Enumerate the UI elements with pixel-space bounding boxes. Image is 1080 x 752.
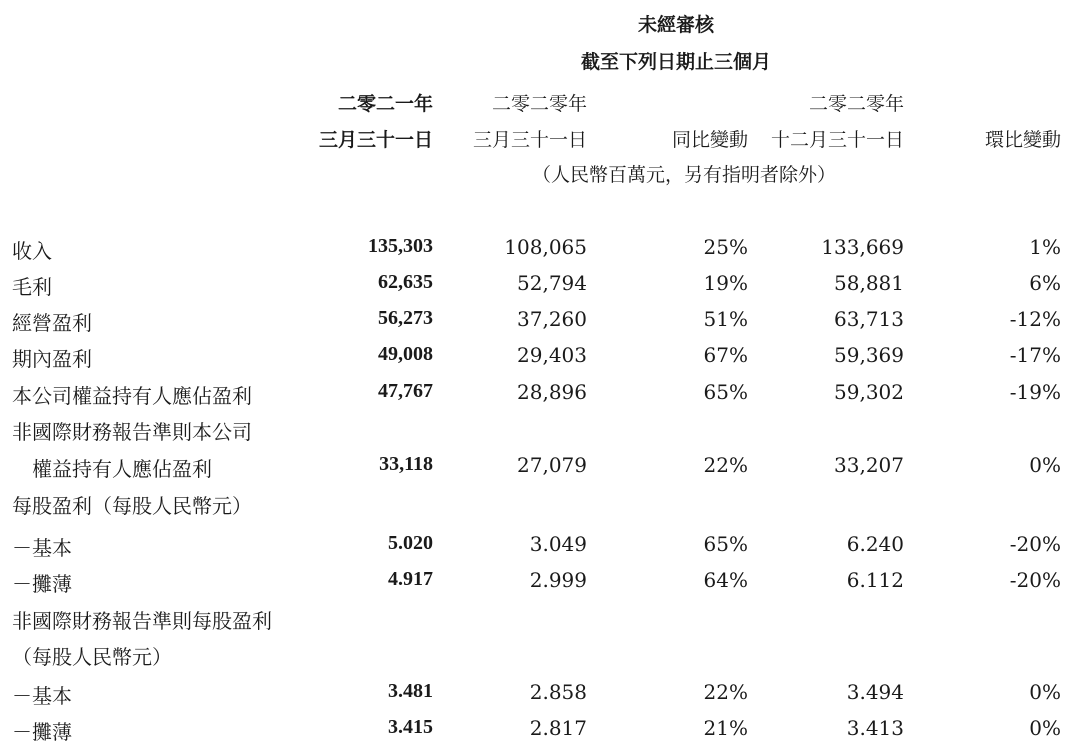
header-unaudited: 未經審核 bbox=[637, 14, 714, 36]
gross-profit-2021q1: 62,635 bbox=[378, 271, 433, 293]
row-label-period-profit: 期內盈利 bbox=[12, 347, 92, 371]
operating-profit-2021q1: 56,273 bbox=[378, 307, 433, 329]
eps-basic-qoq: -20% bbox=[1009, 532, 1061, 556]
col5-header: 環比變動 bbox=[984, 129, 1061, 151]
gross-profit-2020q1: 52,794 bbox=[517, 271, 587, 295]
period-profit-yoy: 67% bbox=[703, 343, 748, 367]
attributable-profit-2021q1: 47,767 bbox=[378, 380, 433, 402]
eps-diluted-2020q4: 6.112 bbox=[846, 568, 904, 592]
row-label-eps-heading: 每股盈利（每股人民幣元） bbox=[12, 494, 252, 518]
period-profit-qoq: -17% bbox=[1009, 343, 1061, 367]
non-ifrs-eps-diluted-yoy: 21% bbox=[703, 716, 748, 740]
revenue-qoq: 1% bbox=[1029, 235, 1061, 259]
non-ifrs-eps-basic-2020q1: 2.858 bbox=[529, 680, 587, 704]
gross-profit-2020q4: 58,881 bbox=[834, 271, 904, 295]
period-profit-2021q1: 49,008 bbox=[378, 343, 433, 365]
row-label-operating-profit: 經營盈利 bbox=[12, 311, 92, 335]
eps-basic-2020q1: 3.049 bbox=[529, 532, 587, 556]
eps-diluted-yoy: 64% bbox=[703, 568, 748, 592]
row-label-non-ifrs-attributable: 權益持有人應佔盈利 bbox=[12, 457, 212, 481]
attributable-profit-2020q4: 59,302 bbox=[834, 380, 904, 404]
eps-diluted-qoq: -20% bbox=[1009, 568, 1061, 592]
non-ifrs-eps-diluted-qoq: 0% bbox=[1029, 716, 1061, 740]
col2-date: 三月三十一日 bbox=[472, 129, 587, 151]
revenue-2020q4: 133,669 bbox=[821, 235, 904, 259]
period-profit-2020q4: 59,369 bbox=[834, 343, 904, 367]
eps-basic-yoy: 65% bbox=[703, 532, 748, 556]
col3-header: 同比變動 bbox=[671, 129, 748, 151]
row-label-eps-basic: －基本 bbox=[12, 536, 72, 560]
gross-profit-qoq: 6% bbox=[1029, 271, 1061, 295]
row-label-attributable-profit: 本公司權益持有人應佔盈利 bbox=[12, 384, 252, 408]
non-ifrs-eps-basic-yoy: 22% bbox=[703, 680, 748, 704]
units-note: （人民幣百萬元，另有指明者除外） bbox=[532, 164, 837, 186]
operating-profit-yoy: 51% bbox=[703, 307, 748, 331]
row-label-non-ifrs-eps-heading: 非國際財務報告準則每股盈利 bbox=[12, 609, 272, 633]
non-ifrs-eps-basic-qoq: 0% bbox=[1029, 680, 1061, 704]
non-ifrs-profit-2020q4: 33,207 bbox=[834, 453, 904, 477]
col1-date: 三月三十一日 bbox=[318, 129, 433, 151]
eps-diluted-2020q1: 2.999 bbox=[529, 568, 587, 592]
non-ifrs-profit-qoq: 0% bbox=[1029, 453, 1061, 477]
eps-diluted-2021q1: 4.917 bbox=[388, 568, 433, 590]
non-ifrs-profit-2020q1: 27,079 bbox=[517, 453, 587, 477]
row-label-non-ifrs-eps-diluted: －攤薄 bbox=[12, 720, 72, 744]
row-label-gross-profit: 毛利 bbox=[12, 275, 52, 299]
non-ifrs-eps-basic-2021q1: 3.481 bbox=[388, 680, 433, 702]
attributable-profit-qoq: -19% bbox=[1009, 380, 1061, 404]
revenue-2021q1: 135,303 bbox=[368, 235, 433, 257]
operating-profit-qoq: -12% bbox=[1009, 307, 1061, 331]
eps-basic-2021q1: 5.020 bbox=[388, 532, 433, 554]
operating-profit-2020q1: 37,260 bbox=[517, 307, 587, 331]
non-ifrs-profit-2021q1: 33,118 bbox=[379, 453, 433, 475]
non-ifrs-profit-yoy: 22% bbox=[703, 453, 748, 477]
attributable-profit-yoy: 65% bbox=[703, 380, 748, 404]
row-label-non-ifrs-heading: 非國際財務報告準則本公司 bbox=[12, 420, 252, 444]
row-label-revenue: 收入 bbox=[12, 239, 52, 263]
col4-year: 二零二零年 bbox=[808, 93, 904, 115]
row-label-eps-diluted: －攤薄 bbox=[12, 572, 72, 596]
revenue-yoy: 25% bbox=[703, 235, 748, 259]
non-ifrs-eps-diluted-2020q1: 2.817 bbox=[529, 716, 587, 740]
period-profit-2020q1: 29,403 bbox=[517, 343, 587, 367]
col1-year: 二零二一年 bbox=[337, 93, 433, 115]
non-ifrs-eps-diluted-2021q1: 3.415 bbox=[388, 716, 433, 738]
eps-basic-2020q4: 6.240 bbox=[846, 532, 904, 556]
gross-profit-yoy: 19% bbox=[703, 271, 748, 295]
non-ifrs-eps-basic-2020q4: 3.494 bbox=[846, 680, 904, 704]
col2-year: 二零二零年 bbox=[491, 93, 587, 115]
header-period: 截至下列日期止三個月 bbox=[580, 51, 771, 73]
col4-date: 十二月三十一日 bbox=[770, 129, 904, 151]
row-label-non-ifrs-eps-unit: （每股人民幣元） bbox=[12, 645, 172, 669]
row-label-non-ifrs-eps-basic: －基本 bbox=[12, 684, 72, 708]
attributable-profit-2020q1: 28,896 bbox=[517, 380, 587, 404]
non-ifrs-eps-diluted-2020q4: 3.413 bbox=[846, 716, 904, 740]
operating-profit-2020q4: 63,713 bbox=[834, 307, 904, 331]
revenue-2020q1: 108,065 bbox=[504, 235, 587, 259]
